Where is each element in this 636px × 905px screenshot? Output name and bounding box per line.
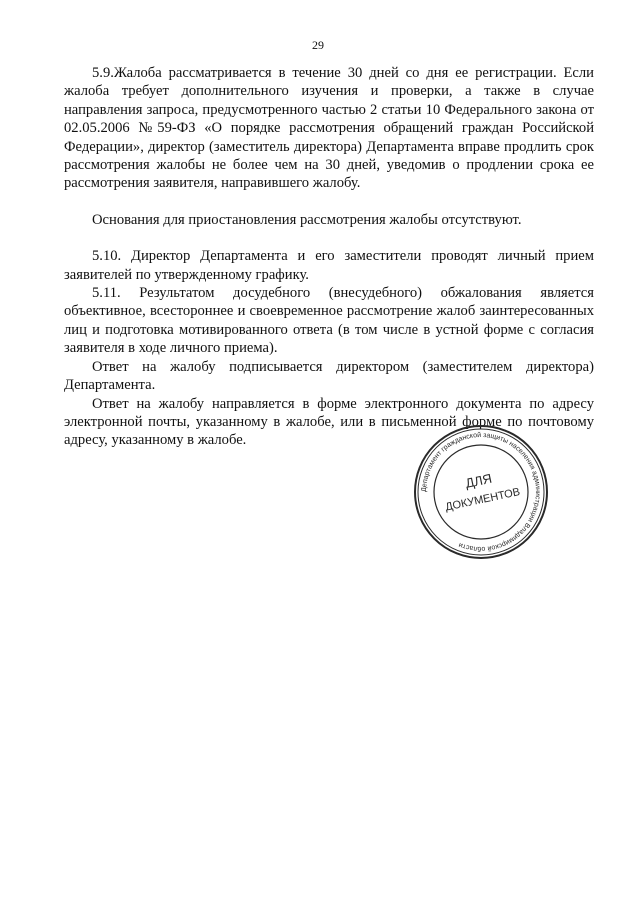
stamp-ring-text: Департамент гражданской защиты населения администрации Владимирской области bbox=[420, 431, 542, 553]
paragraph-5-9: 5.9.Жалоба рассматривается в течение 30 дней со дня ее регистрации. Если жалоба требует дополнительного изучения и проверки, а также в случае направления запроса, предусмотренного частью 2 статьи 10 Федерального закона от 02.05.2006 №59-ФЗ «О порядке рассмотрения обращений граждан Российской Федерации», директор (заместитель директора) Департамента вправе продлить срок рассмотрения жалобы не более чем на 30 дней, уведомив о продлении срока ее рассмотрения заявителя, направившего жалобу. bbox=[64, 65, 594, 192]
paragraph-suspension: Основания для приостановления рассмотрения жалобы отсутствуют. bbox=[92, 211, 522, 228]
stamp-seal-icon bbox=[412, 423, 550, 561]
stamp-line-1: ДЛЯ bbox=[463, 470, 494, 491]
official-stamp bbox=[412, 423, 550, 561]
stamp-line-2: ДОКУМЕНТОВ bbox=[444, 486, 522, 514]
document-body bbox=[64, 64, 594, 450]
paragraph-response-signed: Ответ на жалобу подписывается директором (заместителем директора) Департамента. bbox=[64, 358, 594, 394]
page-number: 29 bbox=[312, 38, 324, 52]
paragraph-response-sent: Ответ на жалобу направляется в форме электронного документа по адресу электронной почты, указанному в жалобе, или в письменной форме по почтовому адресу, указанному в жалобе. bbox=[64, 395, 594, 449]
paragraph-5-11: 5.11. Результатом досудебного (внесудебного) обжалования является объективное, всестороннее и своевременное рассмотрение жалоб заинтересованных лиц и подготовка мотивированного ответа (в том числе в устной форме с согласия заявителя в ходе личного приема). bbox=[64, 285, 594, 357]
paragraph-5-10: 5.10. Директор Департамента и его заместители проводят личный прием заявителей по утвержденному графику. bbox=[64, 248, 594, 283]
